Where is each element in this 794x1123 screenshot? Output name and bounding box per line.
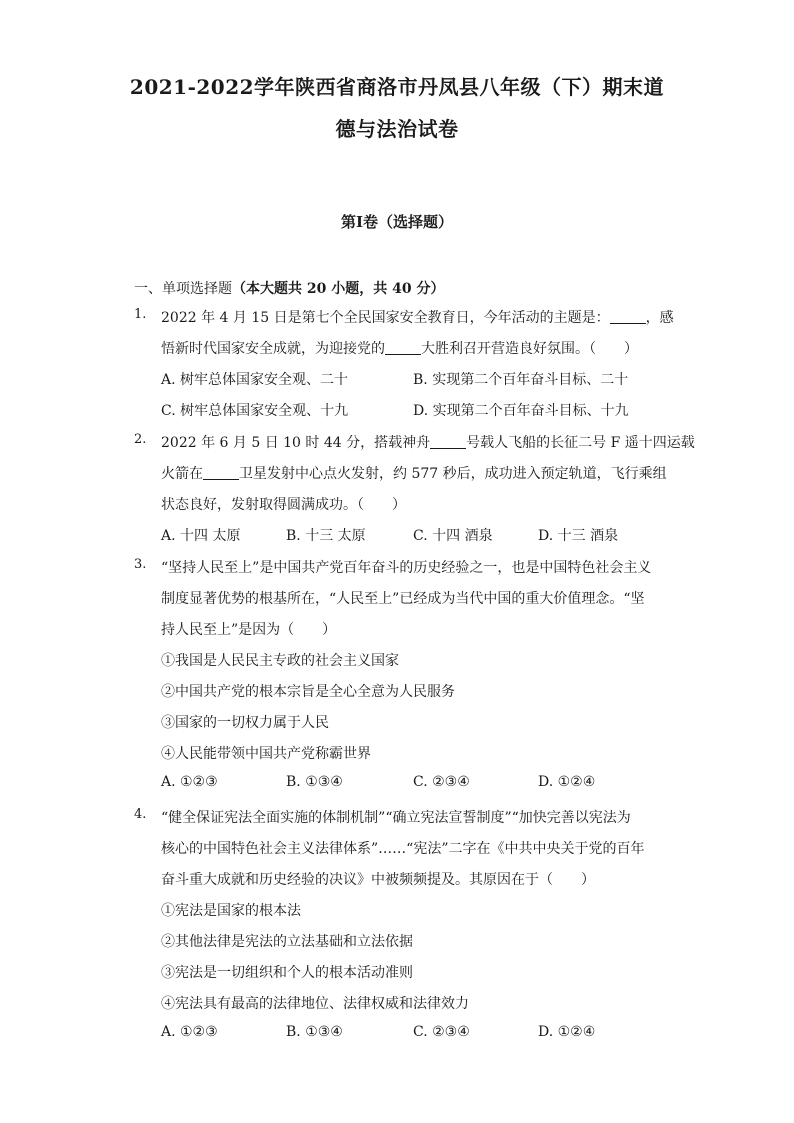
option-b[interactable]: B. 实现第二个百年奋斗目标、二十 — [413, 372, 629, 388]
question-line: 2022 年 4 月 15 日是第七个全民国家安全教育日，今年活动的主题是： ，感 — [161, 310, 674, 326]
volume-heading: 第Ⅰ卷（选择题） — [340, 213, 454, 231]
question-line: “坚持人民至上”是中国共产党百年奋斗的历史经验之一，也是中国特色社会主义 — [161, 560, 652, 576]
question-line: 奋斗重大成就和历史经验的决议》中被频频提及。其原因在于（ ） — [161, 872, 595, 888]
option-c[interactable]: C. ②③④ — [413, 774, 470, 790]
statement-1: ①宪法是国家的根本法 — [161, 903, 301, 919]
question-number: 1. — [134, 307, 147, 322]
question-line: 状态良好，发射取得圆满成功。（ ） — [161, 497, 406, 513]
question-line: “健全保证宪法全面实施的体制机制”“确立宪法宣誓制度”“加快完善以宪法为 — [161, 810, 631, 826]
blank-underline — [610, 309, 646, 324]
option-d[interactable]: D. 实现第二个百年奋斗目标、十九 — [413, 403, 629, 419]
question-number: 3. — [134, 557, 147, 572]
question-number: 4. — [134, 807, 147, 822]
document-title-line-1: 2021-2022学年陕西省商洛市丹凤县八年级（下）期末道 — [129, 75, 665, 99]
option-c[interactable]: C. 树牢总体国家安全观、十九 — [161, 403, 349, 419]
question-line: 制度显著优势的根基所在，“人民至上”已经成为当代中国的重大价值理念。“坚 — [161, 591, 645, 607]
option-b[interactable]: B. ①③④ — [286, 774, 343, 790]
statement-2: ②中国共产党的根本宗旨是全心全意为人民服务 — [161, 684, 455, 700]
section-note: （本大题共 20 小题，共 40 分） — [232, 281, 445, 297]
option-d[interactable]: D. ①②④ — [538, 1024, 596, 1040]
statement-3: ③国家的一切权力属于人民 — [161, 715, 329, 731]
option-a[interactable]: A. ①②③ — [161, 1024, 218, 1040]
question-number: 2. — [134, 432, 147, 447]
blank-underline — [203, 465, 239, 480]
question-line: 2022 年 6 月 5 日 10 时 44 分，搭载神舟 号载人飞船的长征二号 F 遥十四运载 — [161, 435, 695, 451]
section-heading — [134, 278, 444, 298]
question-line: 悟新时代国家安全成就，为迎接党的 大胜利召开营造良好氛围。（ ） — [161, 341, 638, 357]
option-c[interactable]: C. 十四 酒泉 — [413, 528, 493, 544]
question-line: 火箭在 卫星发射中心点火发射，约 577 秒后，成功进入预定轨道，飞行乘组 — [161, 466, 667, 482]
option-d[interactable]: D. ①②④ — [538, 774, 596, 790]
option-d[interactable]: D. 十三 酒泉 — [538, 528, 619, 544]
option-b[interactable]: B. 十三 太原 — [286, 528, 366, 544]
statement-2: ②其他法律是宪法的立法基础和立法依据 — [161, 934, 413, 950]
statement-1: ①我国是人民民主专政的社会主义国家 — [161, 653, 399, 669]
question-line: 核心的中国特色社会主义法律体系”……“宪法”二字在《中共中央关于党的百年 — [161, 841, 645, 857]
question-line: 持人民至上”是因为（ ） — [161, 622, 337, 638]
option-a[interactable]: A. ①②③ — [161, 774, 218, 790]
statement-4: ④人民能带领中国共产党称霸世界 — [161, 746, 371, 762]
option-a[interactable]: A. 树牢总体国家安全观、二十 — [161, 372, 349, 388]
blank-underline — [385, 340, 421, 355]
option-b[interactable]: B. ①③④ — [286, 1024, 343, 1040]
option-c[interactable]: C. ②③④ — [413, 1024, 470, 1040]
statement-3: ③宪法是一切组织和个人的根本活动准则 — [161, 965, 413, 981]
document-title-line-2: 德与法治试卷 — [335, 117, 459, 141]
section-label: 一、单项选择题 — [134, 281, 232, 297]
statement-4: ④宪法具有最高的法律地位、法律权威和法律效力 — [161, 996, 469, 1012]
blank-underline — [430, 434, 466, 449]
option-a[interactable]: A. 十四 太原 — [161, 528, 241, 544]
